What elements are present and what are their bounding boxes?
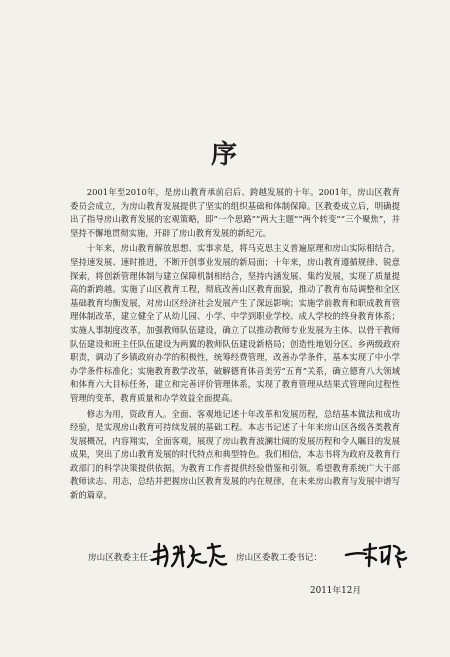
director-label: 房山区教委主任： <box>88 553 157 563</box>
director-signature <box>150 540 228 570</box>
date: 2011年12月 <box>310 586 362 596</box>
signature-row <box>88 540 408 574</box>
secretary-label: 房山区委教工委书记： <box>236 553 322 563</box>
secretary-signature <box>344 540 408 570</box>
preface-body <box>70 186 400 505</box>
paragraph-1: 2001年至2010年，是房山教育承前启后、跨越发展的十年。2001年，房山区教育委员会成立，为房山教育发展提供了坚实的组织基础和体制保障。区教委成立后，明确提出了指导房山教育发展的宏观策略，即“一个思路”“两大主题”“两个转变”“三个聚焦”，并坚持不懈地贯彻实施，开辟了房山教育发展的新纪元。 <box>70 187 400 238</box>
page-title: 序 <box>210 140 239 170</box>
paragraph-2: 十年来，房山教育解放思想、实事求是，将马克思主义普遍原理和房山实际相结合，坚持速发展、速时推进，不断开创事业发展的新局面；十年来，房山教育遵循规律、锐意探索，将创新管理体制与建立保障机制相结合，坚持内涵发展、集约发展，实现了质量提高的新跨越。实施了山区教育工程，彻底改善山区教育面貌，推动了教育布局调整和全区基础教育均衡发展，对房山区经济社会发展产生了深远影响；实施学前教育和职成教育管理体制改革，建立健全了从幼儿园、小学、中学到职业学校、成人学校的终身教育体系；实施人事制度改革，加强教师队伍建设，确立了以推动教师专业发展为主体、以骨干教师队伍建设和班主任队伍建设为两翼的教师队伍建设新格局；创造性地划分区、乡两级政府职责，调动了乡镇政府办学的积极性，统筹经费管理，改善办学条件，基本实现了中小学办学条件标准化；实施教育教学改革，破解德育体音美劳“五育”关系，确立德育八大领域和体育六大目标任务，建立和完善评价管理体系，实现了教育管理从结果式管理向过程性管理的变革，教育质量和办学效益全面提高。 <box>70 243 400 403</box>
paragraph-3: 修志为用，资政育人。全面、客观地记述十年改革和发展历程，总结基本做法和成功经验，是实现房山教育可持续发展的基础工程。本志书记述了十年来房山区各级各类教育发展概况，内容翔实，全面客观，展现了房山教育波澜壮阔的发展历程和令人瞩目的发展成果，突出了房山教育发展的时代特点和典型特色。我们相信，本志书将为政府及教育行政部门的科学决策提供依据，为教育工作者提供经验借鉴和引领。希望教育系统广大干部教师读志、用志，总结并把握房山区教育发展的内在规律，在未来房山教育与发展中谱写新的篇章。 <box>70 408 400 501</box>
